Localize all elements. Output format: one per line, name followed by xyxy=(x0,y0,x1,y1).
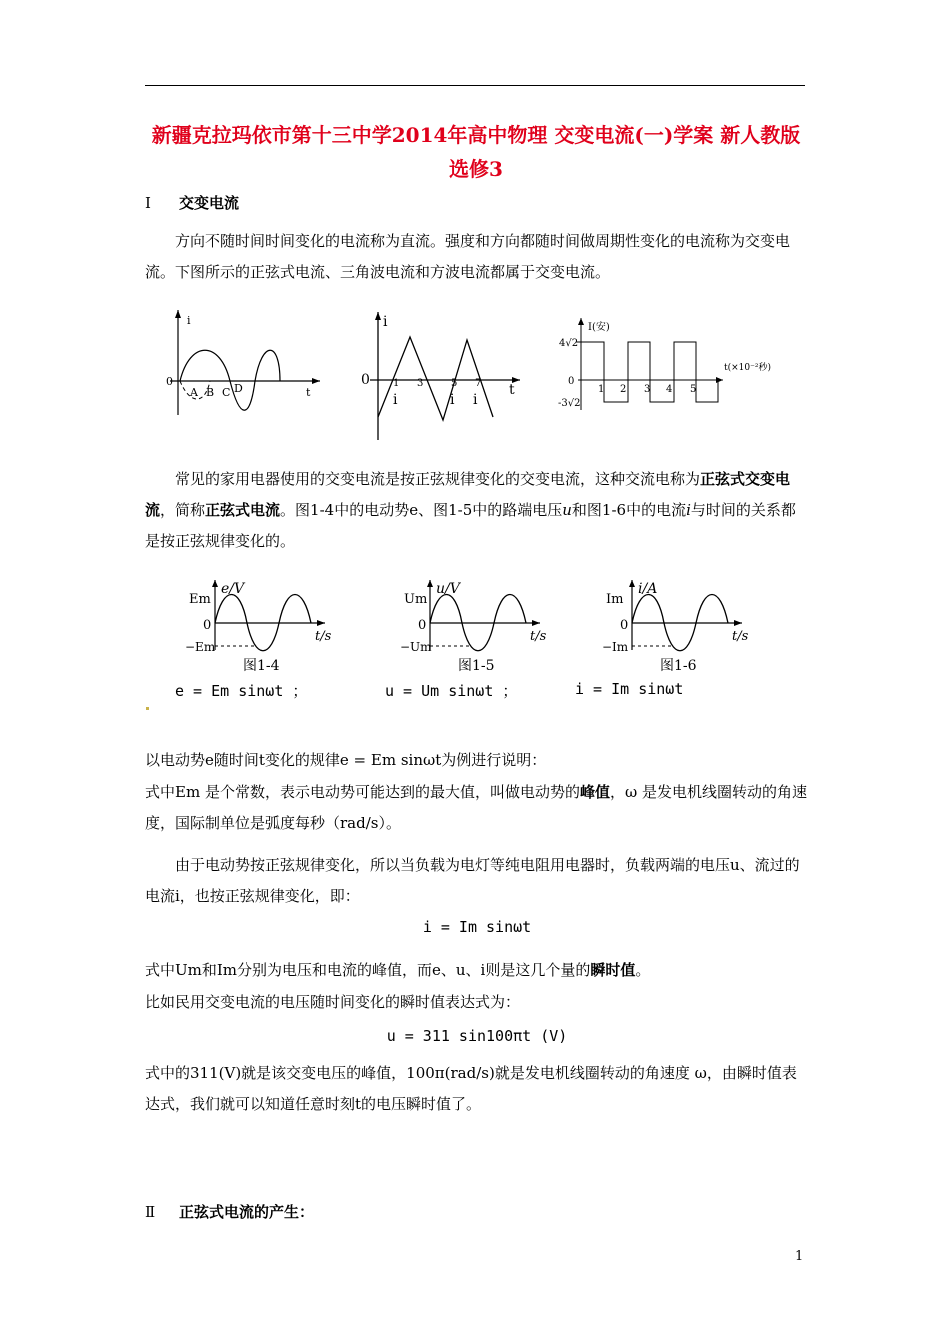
emf-graph xyxy=(185,580,335,675)
figure-triangle-current xyxy=(355,312,530,451)
text-run: 。 xyxy=(635,961,651,979)
figure-caption: 图1-6 xyxy=(660,658,697,674)
section-title: 交变电流 xyxy=(179,194,240,212)
text-run: 式中Um和Im分别为电压和电流的峰值，而e、u、i则是这几个量的 xyxy=(145,961,591,979)
max-label: Um xyxy=(404,592,428,607)
y-axis-label: e/V xyxy=(221,581,245,597)
figure-sine-current xyxy=(160,310,330,424)
figure-1-4 xyxy=(185,580,335,679)
formula-emf: e = Em sinωt ； xyxy=(175,682,308,700)
x-axis-label: t/s xyxy=(315,629,332,644)
point-b: B xyxy=(206,386,215,399)
tick-4: 4 xyxy=(666,384,673,395)
text-run: 与时间的关系都是按正弦规律变化的。 xyxy=(145,501,796,550)
y-axis-label: i xyxy=(187,314,191,327)
tick-1: 1 xyxy=(598,384,605,395)
symbol-u: u xyxy=(562,501,572,519)
tick-5: 5 xyxy=(451,378,458,389)
text-run: 。图1-4中的电动势e、图1-5中的路端电压 xyxy=(280,501,563,519)
origin-label: 0 xyxy=(166,375,173,388)
paragraph-intro: 方向不随时间时间变化的电流称为直流。强度和方向都随时间做周期性变化的电流称为交变电流。下图所示的正弦式电流、三角波电流和方波电流都属于交变电流。 xyxy=(145,232,791,281)
origin-label: 0 xyxy=(203,618,212,633)
term-instantaneous: 瞬时值 xyxy=(590,961,636,979)
section-title: 正弦式电流的产生： xyxy=(179,1203,315,1221)
header-rule xyxy=(145,85,805,86)
y-axis-label: u/V xyxy=(436,581,460,597)
point-a: A xyxy=(190,386,198,399)
term-sinusoidal-current: 正弦式电流 xyxy=(205,501,281,519)
page-title: 新疆克拉玛依市第十三中学2014年高中物理 交变电流(一)学案 新人教版选修3 xyxy=(151,123,801,181)
tick-1: 1 xyxy=(393,378,400,389)
t-axis-label: t xyxy=(306,386,311,399)
y-max-label: 4√2 xyxy=(559,338,579,349)
point-d: D xyxy=(234,382,243,395)
tick-3: 3 xyxy=(644,384,651,395)
square-current-graph xyxy=(558,318,788,413)
tick-7: 7 xyxy=(475,378,482,389)
i-mark-3: i xyxy=(473,392,478,408)
origin-label: 0 xyxy=(620,618,629,633)
figure-caption: 图1-5 xyxy=(458,658,495,674)
paragraph-instantaneous xyxy=(145,955,809,986)
min-label: −Um xyxy=(400,640,432,654)
sine-current-graph xyxy=(160,310,330,420)
text-run: ，ω 是发电机线圈转动的角速度，国际制单位是弧度每秒（rad/s）。 xyxy=(145,783,807,832)
i-mark-2: i xyxy=(450,392,455,408)
formula-voltage: u = Um sinωt ； xyxy=(385,682,518,700)
paragraph-sinusoidal xyxy=(145,464,809,557)
section-heading-1 xyxy=(145,192,239,213)
equation-current: i = Im sinωt xyxy=(422,918,532,936)
min-label: −Em xyxy=(185,640,216,654)
section-number: Ⅱ xyxy=(145,1203,156,1221)
text-run: 和图1-6中的电流 xyxy=(571,501,687,519)
term-peak: 峰值 xyxy=(579,783,610,801)
paragraph-load: 由于电动势按正弦规律变化，所以当负载为电灯等纯电阻用电器时，负载两端的电压u、流过的电流i，也按正弦规律变化，即： xyxy=(145,856,800,905)
equation-311: u = 311 sin100πt (V) xyxy=(386,1027,568,1045)
y-axis-label: i xyxy=(383,314,388,330)
origin-label: 0 xyxy=(418,618,427,633)
formula-current: i = Im sinωt xyxy=(575,680,684,698)
tick-2: 2 xyxy=(620,384,627,395)
symbol-i: i xyxy=(686,501,691,519)
origin-label: 0 xyxy=(361,372,370,388)
figure-caption: 图1-4 xyxy=(243,658,280,674)
min-label: −Im xyxy=(602,640,629,654)
triangle-current-graph xyxy=(355,312,530,447)
x-axis-label: t/s xyxy=(530,629,547,644)
text-run: ，简称 xyxy=(160,501,206,519)
current-graph xyxy=(602,580,752,675)
t-axis-label: t(×10⁻²秒) xyxy=(724,363,771,373)
max-label: Em xyxy=(189,592,211,607)
voltage-graph xyxy=(400,580,550,675)
paragraph-conclusion: 式中的311(V)就是该交变电压的峰值，100π(rad/s)就是发电机线圈转动的角速度 ω，由瞬时值表达式，我们就可以知道任意时刻t的电压瞬时值了。 xyxy=(145,1064,797,1113)
page-number: 1 xyxy=(795,1249,804,1264)
text-run: 常见的家用电器使用的交变电流是按正弦规律变化的交变电流，这种交流电称为 xyxy=(175,470,701,488)
t-axis-label: t xyxy=(509,382,515,398)
figure-square-current xyxy=(558,318,788,417)
y-min-label: -3√2 xyxy=(558,398,581,409)
figure-1-5 xyxy=(400,580,550,679)
i-mark-1: i xyxy=(393,392,398,408)
x-axis-label: t/s xyxy=(732,629,749,644)
paragraph-peak-value xyxy=(145,777,809,839)
max-label: Im xyxy=(606,592,624,607)
section-heading-2 xyxy=(145,1201,314,1222)
origin-label: 0 xyxy=(568,376,575,387)
term-sinusoidal-ac: 正弦式交变电流 xyxy=(145,470,791,519)
figure-1-6 xyxy=(602,580,752,679)
text-run: 式中Em 是个常数，表示电动势可能达到的最大值，叫做电动势的 xyxy=(145,783,580,801)
paragraph-explain-intro: 以电动势e随时间t变化的规律e = Em sinωt为例进行说明： xyxy=(145,751,547,769)
tick-3: 3 xyxy=(417,378,424,389)
artifact-dot xyxy=(146,707,149,710)
y-axis-label: i/A xyxy=(638,581,658,597)
point-c: C xyxy=(222,386,231,399)
y-axis-label: I(安) xyxy=(588,322,610,333)
paragraph-example: 比如民用交变电流的电压随时间变化的瞬时值表达式为： xyxy=(145,993,521,1011)
tick-5: 5 xyxy=(690,384,697,395)
section-number: Ⅰ xyxy=(145,194,151,212)
